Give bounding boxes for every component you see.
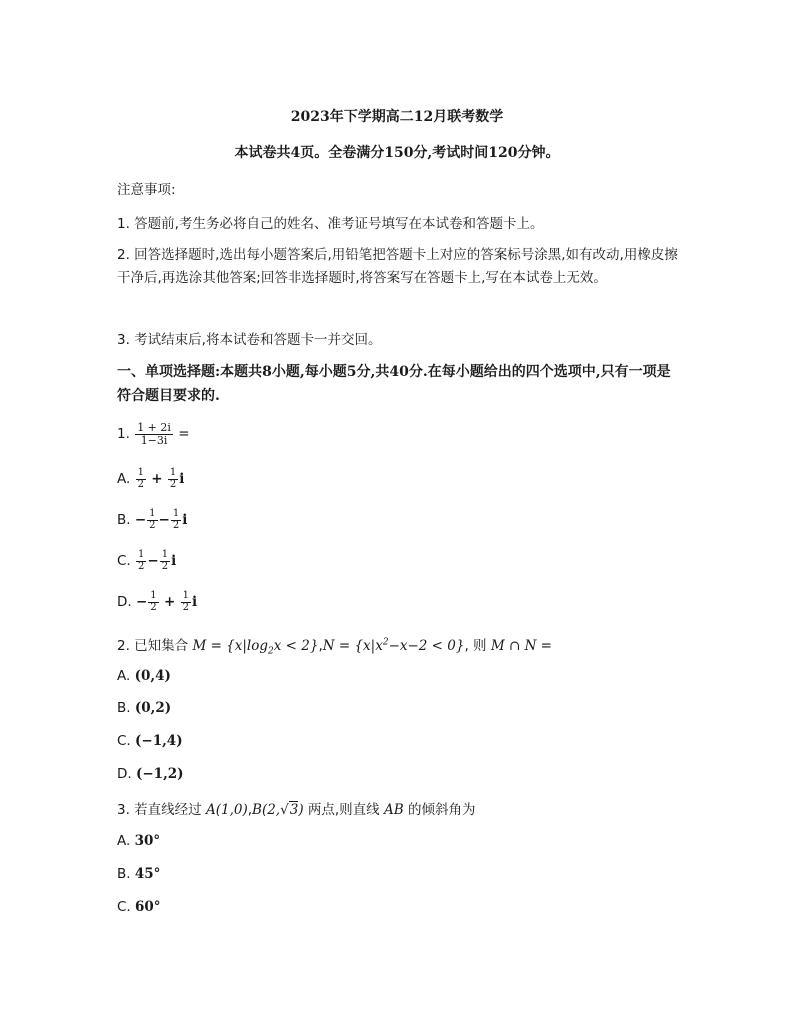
operator: + [151,471,163,487]
fraction-numerator: 1 [182,590,189,601]
imaginary-unit: i [171,553,177,569]
option-value: 30° [134,833,161,849]
q3-option-a[interactable] [117,833,160,849]
set-m [192,638,319,657]
q3-option-b[interactable] [117,866,160,882]
exponent: 2 [382,637,389,648]
comma: , [318,638,323,654]
fraction-denominator: 2 [149,519,156,531]
operator: − [158,512,170,528]
sqrt-radicand: 3 [289,802,299,818]
fraction-numerator: 1 [169,467,177,478]
set-n-tail: −x−2 < 0} [388,638,465,654]
exam-subtitle: 本试卷共4页。全卷满分150分,考试时间120分钟。 [234,145,560,161]
fraction-numerator: 1 [161,549,169,560]
notice-item-1: 1. 答题前,考生务必将自己的姓名、准考证号填写在本试卷和答题卡上。 [117,216,544,232]
fraction-denominator: 2 [172,519,180,531]
question-1 [117,422,190,446]
intersection-expression: M ∩ N = [490,638,552,654]
option-label: B. [117,700,131,716]
option-label: C. [117,553,131,569]
fraction-denominator: 2 [182,601,189,613]
imaginary-unit: i [179,471,185,487]
fraction-denominator: 1−3i [140,433,168,447]
comma: , [247,802,253,818]
sign: − [134,512,147,528]
option-label: B. [117,866,131,882]
option-value: (0,2) [134,700,172,716]
option-label: B. [117,512,131,528]
option-label: C. [117,733,131,749]
q2-option-a[interactable] [117,668,171,684]
set-n-head: N = {x|x [322,638,383,654]
fraction-denominator: 2 [161,560,169,572]
section-heading: 一、单项选择题:本题共8小题,每小题5分,共40分.在每小题给出的四个选项中,只有一项是符合题目要求的. [117,364,671,404]
fraction-numerator: 1 [172,508,180,519]
question-number: 1. [117,426,130,443]
option-label: A. [117,471,131,487]
set-m-tail: x < 2} [273,638,319,654]
option-value: 60° [135,899,161,915]
point-b-head: B(2, [252,802,281,818]
imaginary-unit: i [191,594,198,610]
fraction-denominator: 2 [138,560,145,572]
fraction [147,509,157,531]
option-label: C. [117,899,131,915]
option-value: (−1,2) [135,766,184,782]
q1-option-a[interactable] [117,468,184,490]
equals-sign: = [178,426,190,443]
fraction [160,550,170,572]
notice-item-2: 2. 回答选择题时,选出每小题答案后,用铅笔把答题卡上对应的答案标号涂黑,如有改动,用橡皮擦干净后,再选涂其他答案;回答非选择题时,将答案写在答题卡上,写在本试卷上无效。 [117,247,678,286]
fraction [136,550,146,572]
fraction-numerator: 1 [138,549,145,560]
q1-option-d[interactable] [117,591,197,613]
fraction-denominator: 2 [150,601,157,613]
question-tail-text: 的倾斜角为 [407,802,476,818]
fraction [181,591,191,613]
log-base: 2 [268,646,274,657]
fraction [171,509,181,531]
sign: − [135,594,148,610]
set-m-head: M = {x|log [192,638,269,654]
option-label: A. [117,668,131,684]
q2-option-d[interactable] [117,766,184,782]
fraction [148,591,158,613]
option-value: (−1,4) [135,733,183,749]
point-b-tail: ) [298,802,304,818]
notice-item-3: 3. 考试结束后,将本试卷和答题卡一并交回。 [117,332,382,348]
option-label: A. [117,833,131,849]
option-label: D. [117,766,132,782]
q2-option-b[interactable] [117,700,171,716]
option-label: D. [117,594,132,610]
imaginary-unit: i [182,512,188,528]
exam-title: 2023年下学期高二12月联考数学 [290,109,504,125]
question-3 [117,798,475,818]
fraction-numerator: 1 [137,467,144,478]
fraction-numerator: 1 [149,508,156,519]
q1-option-c[interactable] [117,550,176,572]
notice-heading: 注意事项: [117,182,176,198]
fraction [168,468,178,490]
fraction-denominator: 2 [137,478,144,490]
fraction-numerator: 1 + 2i [137,421,171,434]
question-stem: 2. 已知集合 [117,638,189,654]
q2-option-c[interactable] [117,733,183,749]
question-mid-text: 两点,则直线 [307,802,380,818]
set-n [323,638,465,654]
option-value: (0,4) [134,668,171,684]
operator: − [147,553,159,569]
option-value: 45° [134,866,161,882]
then-word: , 则 [464,638,487,654]
operator: + [163,594,176,610]
line-name: AB [383,802,404,818]
point-a: A(1,0) [205,802,248,818]
fraction-denominator: 2 [169,478,177,490]
question-2 [117,634,552,657]
point-b: B(2,√3) [252,802,304,818]
fraction [135,422,173,446]
question-stem: 3. 若直线经过 [117,802,202,818]
fraction [136,468,146,490]
q1-option-b[interactable] [117,509,187,531]
fraction-numerator: 1 [150,590,157,601]
q3-option-c[interactable] [117,899,161,915]
